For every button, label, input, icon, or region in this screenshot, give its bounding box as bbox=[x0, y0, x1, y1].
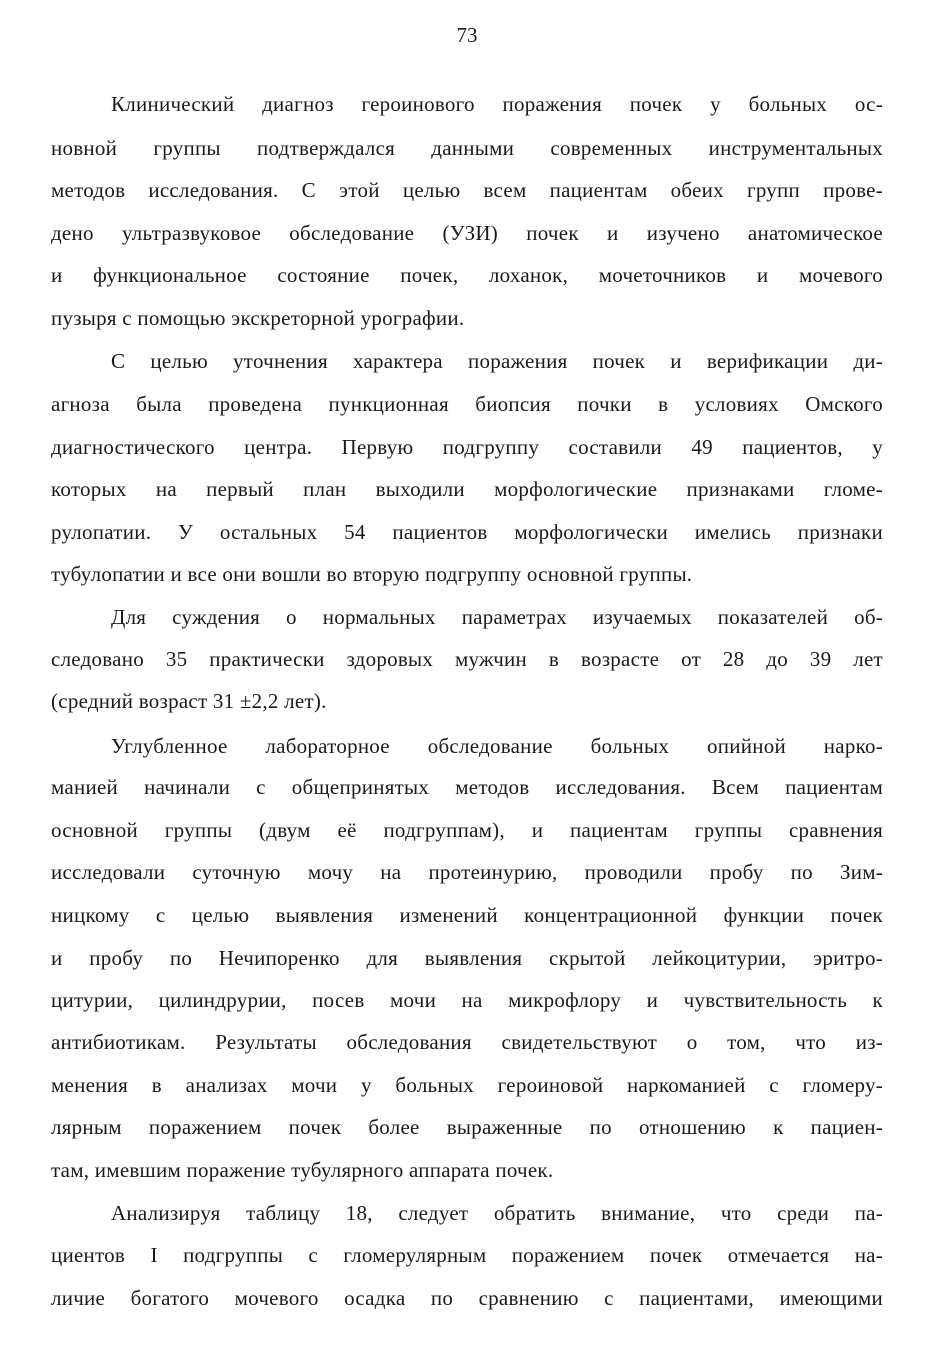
text-line: тубулопатии и все они вошли во вторую подгруппу основной группы. bbox=[51, 562, 693, 586]
text-line: методов исследования. С этой целью всем пациентам обеих групп прове- bbox=[51, 178, 883, 202]
text-line: следовано 35 практически здоровых мужчин в возрасте от 28 до 39 лет bbox=[51, 647, 883, 671]
text-line: исследовали суточную мочу на протеинурию, проводили пробу по Зим- bbox=[51, 860, 883, 884]
text-line: лярным поражением почек более выраженные по отношению к пациен- bbox=[51, 1115, 883, 1139]
text-line: диагностического центра. Первую подгруппу составили 49 пациентов, у bbox=[51, 435, 883, 459]
text-line: рулопатии. У остальных 54 пациентов морфологически имелись признаки bbox=[51, 520, 883, 544]
text-line: и функциональное состояние почек, лоханок, мочеточников и мочевого bbox=[51, 263, 883, 287]
text-line: основной группы (двум её подгруппам), и пациентам группы сравнения bbox=[51, 818, 883, 842]
text-line: менения в анализах мочи у больных героиновой наркоманией с гломеру- bbox=[51, 1073, 883, 1097]
text-line: дено ультразвуковое обследование (УЗИ) почек и изучено анатомическое bbox=[51, 221, 883, 245]
text-line: и пробу по Нечипоренко для выявления скрытой лейкоцитурии, эритро- bbox=[51, 946, 883, 970]
text-line: которых на первый план выходили морфологические признаками гломе- bbox=[51, 477, 883, 501]
text-line: Анализируя таблицу 18, следует обратить внимание, что среди па- bbox=[111, 1201, 883, 1225]
text-line: (средний возраст 31 ±2,2 лет). bbox=[51, 689, 327, 713]
text-line: цитурии, цилиндрурии, посев мочи на микрофлору и чувствительность к bbox=[51, 988, 883, 1012]
page-number: 73 bbox=[456, 23, 478, 47]
text-line: манией начинали с общепринятых методов исследования. Всем пациентам bbox=[51, 775, 883, 799]
text-line: Углубленное лабораторное обследование больных опийной нарко- bbox=[111, 734, 883, 758]
text-line: Для суждения о нормальных параметрах изучаемых показателей об- bbox=[111, 605, 883, 629]
text-line: там, имевшим поражение тубулярного аппарата почек. bbox=[51, 1158, 554, 1182]
text-line: С целью уточнения характера поражения почек и верификации ди- bbox=[111, 349, 883, 373]
text-line: ницкому с целью выявления изменений концентрационной функции почек bbox=[51, 903, 883, 927]
text-line: циентов I подгруппы с гломерулярным поражением почек отмечается на- bbox=[51, 1243, 883, 1267]
text-line: новной группы подтверждался данными современных инструментальных bbox=[51, 136, 883, 160]
text-line: агноза была проведена пункционная биопсия почки в условиях Омского bbox=[51, 392, 883, 416]
text-line: антибиотикам. Результаты обследования свидетельствуют о том, что из- bbox=[51, 1030, 883, 1054]
text-line: личие богатого мочевого осадка по сравнению с пациентами, имеющими bbox=[51, 1286, 883, 1310]
text-line: пузыря с помощью экскреторной урографии. bbox=[51, 306, 465, 330]
text-line: Клинический диагноз героинового поражения почек у больных ос- bbox=[111, 92, 883, 116]
